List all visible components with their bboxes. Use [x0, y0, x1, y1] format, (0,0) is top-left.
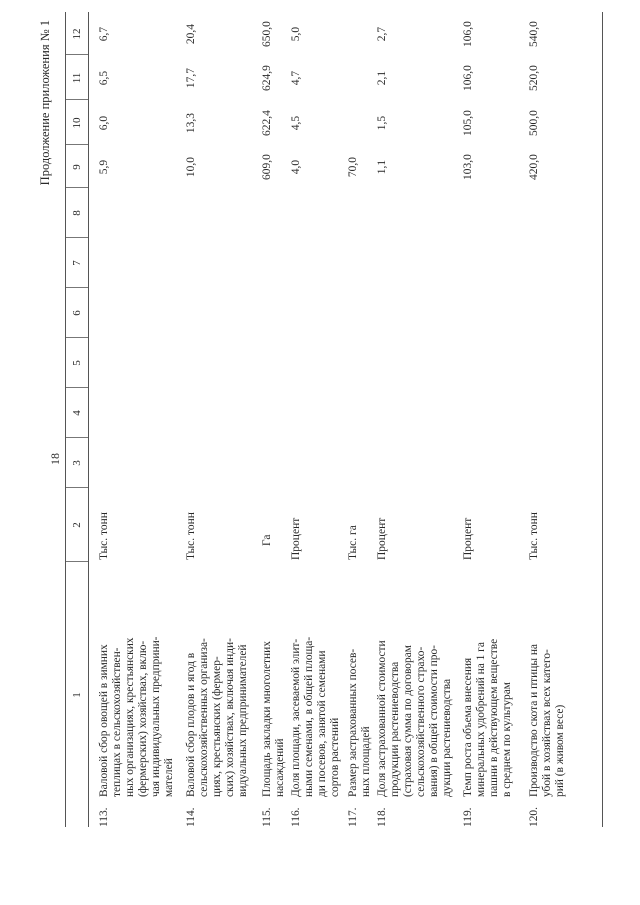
column-header-8: 8 [71, 210, 83, 216]
value-cell: 106,0 [462, 65, 474, 91]
row-label-line: чая индивидуальных предприни- [150, 636, 162, 797]
header-bottom-rule [88, 12, 89, 827]
value-cell: 1,5 [376, 115, 388, 131]
value-cell: 5,0 [290, 26, 302, 42]
value-cell: 103,0 [462, 154, 474, 180]
row-number: 115. [261, 807, 273, 827]
col-sep [66, 99, 88, 100]
row-label-line: Производство скота и птицы на [528, 644, 540, 797]
value-cell: 13,3 [185, 112, 197, 134]
table-row [347, 562, 373, 827]
value-cell: 20,4 [185, 23, 197, 45]
value-cell: 106,0 [462, 21, 474, 47]
value-cell: 420,0 [528, 154, 540, 180]
column-header-1: 1 [71, 692, 83, 698]
table-row [261, 562, 287, 827]
row-label-line: (страховая сумма по договорам [402, 645, 414, 797]
value-cell: 17,7 [185, 67, 197, 89]
col-sep [66, 437, 88, 438]
value-cell: 6,7 [98, 26, 110, 42]
row-label-line: видуальных предпринимателей [237, 644, 249, 797]
row-label-line: Доля площади, засеваемой элит- [290, 638, 302, 797]
column-header-2: 2 [71, 522, 83, 528]
value-cell: 650,0 [261, 21, 273, 47]
row-label-line: Валовой сбор плодов и ягод в [185, 652, 197, 797]
row-number: 114. [185, 807, 197, 827]
row-label-line: дукции растениеводства [441, 678, 453, 797]
row-label-line: Доля застрахованной стоимости [376, 640, 388, 797]
row-label-line: ных площадей [360, 726, 372, 797]
unit-cell: Процент [376, 517, 388, 560]
row-number: 119. [462, 807, 474, 827]
row-label-line: Темп роста объема внесения [462, 657, 474, 797]
value-cell: 1,1 [376, 159, 388, 175]
row-label-line: насаждений [274, 738, 286, 797]
row-number: 116. [290, 807, 302, 827]
row-label-line: ных организациях, крестьянских [124, 637, 136, 797]
row-label-line: циях, крестьянских (фермер- [211, 656, 223, 797]
column-header-7: 7 [71, 260, 83, 266]
value-cell: 4,5 [290, 115, 302, 131]
value-cell: 500,0 [528, 110, 540, 136]
col-sep [66, 561, 88, 562]
row-label-line: (фермерских) хозяйствах, вклю- [137, 640, 149, 797]
value-cell: 10,0 [185, 156, 197, 178]
col-sep [66, 487, 88, 488]
column-header-11: 11 [71, 72, 83, 84]
unit-cell: Процент [290, 517, 302, 560]
unit-cell: Тыс. тонн [185, 512, 197, 560]
value-cell: 622,4 [261, 110, 273, 136]
row-number: 117. [347, 807, 359, 827]
value-cell: 4,0 [290, 159, 302, 175]
unit-cell: Га [261, 534, 273, 546]
row-number: 120. [528, 807, 540, 827]
page-number: 18 [48, 453, 62, 465]
row-label-line: продукции растениеводства [389, 661, 401, 797]
value-cell: 2,7 [376, 26, 388, 42]
column-header-4: 4 [71, 410, 83, 416]
column-header-12: 12 [71, 28, 83, 40]
table-row [462, 562, 514, 827]
unit-cell: Тыс. га [347, 525, 359, 560]
unit-cell: Тыс. тонн [528, 512, 540, 560]
column-header-9: 9 [71, 164, 83, 170]
column-header-5: 5 [71, 360, 83, 366]
row-label-line: пашни в действующем веществе [488, 638, 500, 797]
col-sep [66, 237, 88, 238]
row-number: 113. [98, 807, 110, 827]
row-label-line: ди посевов, занятой семенами [316, 650, 328, 797]
table-bottom-rule [602, 12, 603, 827]
column-header-6: 6 [71, 310, 83, 316]
row-label-line: Размер застрахованных посев- [347, 648, 359, 797]
unit-cell: Процент [462, 517, 474, 560]
row-label-line: вания) в общей стоимости про- [428, 645, 440, 797]
value-cell: 105,0 [462, 110, 474, 136]
table-row [98, 562, 176, 827]
row-label-line: ских) хозяйствах, включая инди- [224, 638, 236, 797]
col-sep [66, 337, 88, 338]
row-label-line: сортов растений [329, 717, 341, 797]
value-cell: 2,1 [376, 70, 388, 86]
col-sep [66, 387, 88, 388]
value-cell: 5,9 [98, 159, 110, 175]
row-label-line: Площадь закладки многолетних [261, 641, 273, 797]
value-cell: 6,0 [98, 115, 110, 131]
value-cell: 6,5 [98, 70, 110, 86]
value-cell: 540,0 [528, 21, 540, 47]
table-top-rule [65, 12, 66, 827]
table-row [528, 562, 567, 827]
col-sep [66, 144, 88, 145]
unit-cell: Тыс. тонн [98, 512, 110, 560]
row-number: 118. [376, 807, 388, 827]
col-sep [66, 187, 88, 188]
col-sep [66, 287, 88, 288]
row-label-line: мателей [163, 758, 175, 797]
row-label-line: минеральных удобрений на 1 га [475, 642, 487, 797]
row-label-line: убой в хозяйствах всех катего- [541, 649, 553, 797]
row-label-line: сельскохозяйственного страхо- [415, 646, 427, 797]
value-cell: 4,7 [290, 70, 302, 86]
value-cell: 520,0 [528, 65, 540, 91]
value-cell: 70,0 [347, 156, 359, 178]
value-cell: 624,9 [261, 65, 273, 91]
column-header-3: 3 [71, 460, 83, 466]
col-sep [66, 54, 88, 55]
appendix-title: Продолжение приложения № 1 [38, 20, 52, 186]
value-cell: 609,0 [261, 154, 273, 180]
row-label-line: сельскохозяйственных организа- [198, 638, 210, 797]
table-row [376, 562, 454, 827]
row-label-line: теплицах в сельскохозяйствен- [111, 647, 123, 797]
table-row [290, 562, 342, 827]
row-label-line: в среднем по культурам [501, 681, 513, 797]
row-label-line: рий (в живом весе) [554, 704, 566, 797]
row-label-line: ными семенами, в общей площа- [303, 636, 315, 797]
row-label-line: Валовой сбор овощей в зимних [98, 644, 110, 797]
table-row [185, 562, 250, 827]
column-header-10: 10 [71, 117, 83, 129]
